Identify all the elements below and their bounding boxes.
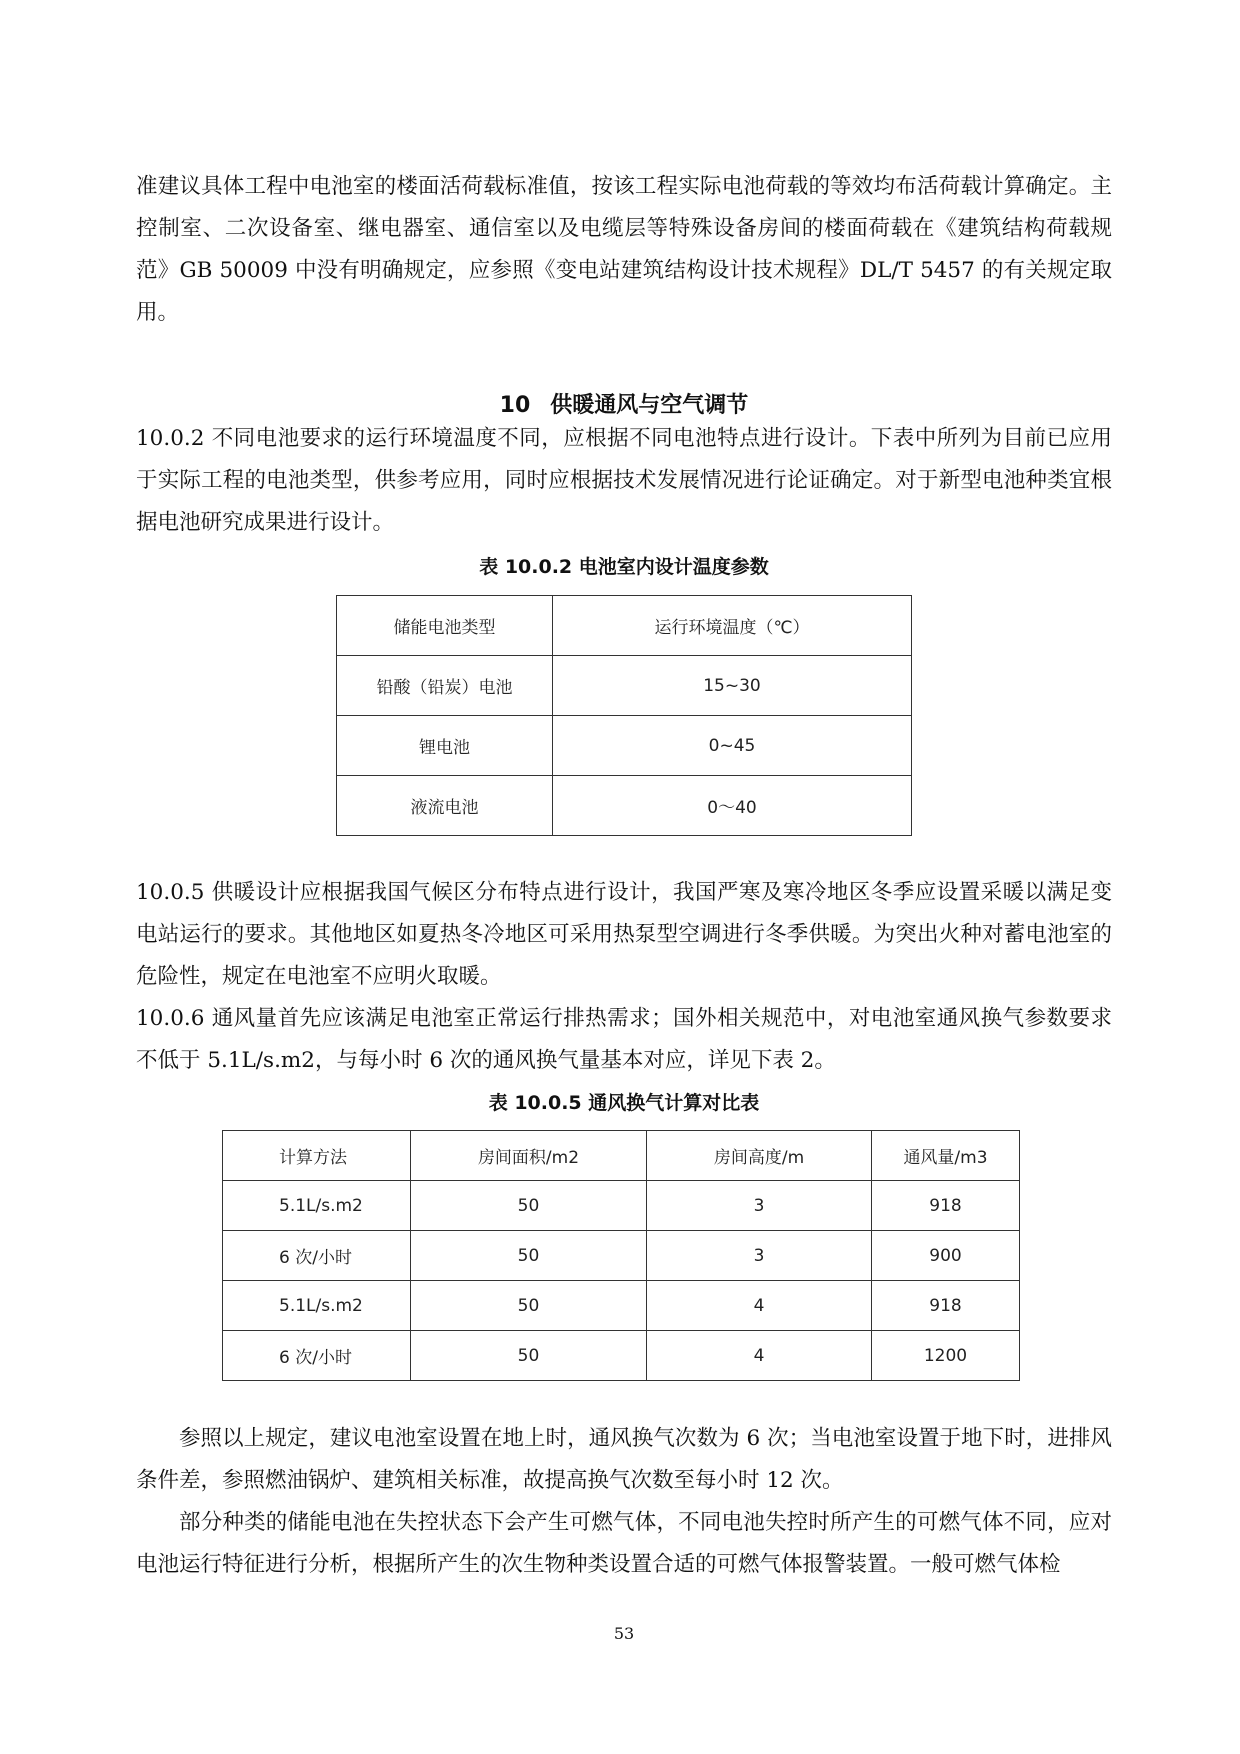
table-row <box>223 1281 1020 1331</box>
table-cell: 1200 <box>872 1331 1020 1381</box>
table-header-cell: 房间面积/m2 <box>411 1131 647 1181</box>
table-cell: 4 <box>647 1331 872 1381</box>
table-cell: 0～40 <box>553 776 912 836</box>
table-cell: 锂电池 <box>337 716 553 776</box>
section-number: 10 <box>499 393 531 418</box>
paragraph-floor-load: 准建议具体工程中电池室的楼面活荷载标准值，按该工程实际电池荷载的等效均布活荷载计算确定。主控制室、二次设备室、继电器室、通信室以及电缆层等特殊设备房间的楼面荷载在《建筑结构荷载规范》GB 50009 中没有明确规定，应参照《变电站建筑结构设计技术规程》DL/T 5457 的有关规定取用。 <box>136 174 1112 325</box>
paragraph-air-change-rate: 参照以上规定，建议电池室设置在地上时，通风换气次数为 6 次；当电池室设置于地下时，进排风条件差，参照燃油锅炉、建筑相关标准，故提高换气次数至每小时 12 次。 <box>136 1426 1112 1493</box>
table-row <box>223 1231 1020 1281</box>
table-cell: 液流电池 <box>337 776 553 836</box>
paragraph-10-0-6: 10.0.6 通风量首先应该满足电池室正常运行排热需求；国外相关规范中，对电池室通风换气参数要求不低于 5.1L/s.m2，与每小时 6 次的通风换气量基本对应，详见下表 2。 <box>136 1006 1112 1073</box>
table-cell: 6 次/小时 <box>223 1231 411 1281</box>
table-cell: 50 <box>411 1231 647 1281</box>
table-header-cell: 房间高度/m <box>647 1131 872 1181</box>
page-number: 53 <box>613 1624 635 1643</box>
table-cell: 0~45 <box>553 716 912 776</box>
table-cell: 3 <box>647 1231 872 1281</box>
paragraph-10-0-2: 10.0.2 不同电池要求的运行环境温度不同，应根据不同电池特点进行设计。下表中所列为目前已应用于实际工程的电池类型，供参考应用，同时应根据技术发展情况进行论证确定。对于新型电池种类宜根据电池研究成果进行设计。 <box>136 426 1112 535</box>
table2-caption: 表 10.0.5 通风换气计算对比表 <box>488 1092 760 1114</box>
table-cell: 900 <box>872 1231 1020 1281</box>
table-cell: 5.1L/s.m2 <box>223 1281 411 1331</box>
table-cell: 918 <box>872 1181 1020 1231</box>
table-row <box>337 656 912 716</box>
table-cell: 15~30 <box>553 656 912 716</box>
table-cell: 50 <box>411 1281 647 1331</box>
table-header-cell: 计算方法 <box>223 1131 411 1181</box>
table-row <box>223 1331 1020 1381</box>
table1-caption: 表 10.0.2 电池室内设计温度参数 <box>479 556 769 578</box>
paragraph-10-0-5: 10.0.5 供暖设计应根据我国气候区分布特点进行设计，我国严寒及寒冷地区冬季应设置采暖以满足变电站运行的要求。其他地区如夏热冬冷地区可采用热泵型空调进行冬季供暖。为突出火种对蓄电池室的危险性，规定在电池室不应明火取暖。 <box>136 880 1112 989</box>
table-row <box>337 716 912 776</box>
ventilation-comparison-table <box>222 1130 1020 1381</box>
table-cell: 6 次/小时 <box>223 1331 411 1381</box>
table-cell: 4 <box>647 1281 872 1331</box>
table-row <box>223 1181 1020 1231</box>
table-cell: 50 <box>411 1181 647 1231</box>
table-cell: 5.1L/s.m2 <box>223 1181 411 1231</box>
table-cell: 918 <box>872 1281 1020 1331</box>
battery-temperature-table <box>336 595 912 836</box>
table-cell: 铅酸（铅炭）电池 <box>337 656 553 716</box>
table-header-cell: 储能电池类型 <box>337 596 553 656</box>
paragraph-combustible-gas: 部分种类的储能电池在失控状态下会产生可燃气体，不同电池失控时所产生的可燃气体不同，应对电池运行特征进行分析，根据所产生的次生物种类设置合适的可燃气体报警装置。一般可燃气体检 <box>136 1510 1112 1577</box>
table-row <box>337 776 912 836</box>
table-header-row <box>223 1131 1020 1181</box>
table-header-cell: 通风量/m3 <box>872 1131 1020 1181</box>
table-cell: 3 <box>647 1181 872 1231</box>
table-cell: 50 <box>411 1331 647 1381</box>
table-header-row <box>337 596 912 656</box>
section-title: 供暖通风与空气调节 <box>550 393 749 418</box>
table-header-cell: 运行环境温度（℃） <box>553 596 912 656</box>
